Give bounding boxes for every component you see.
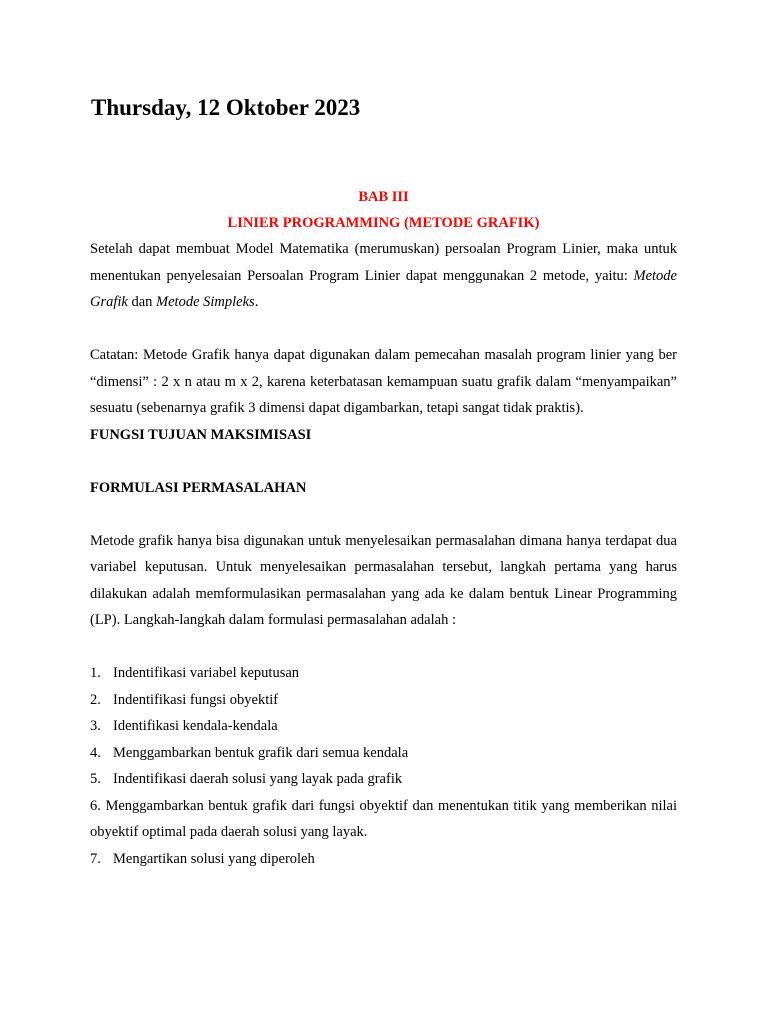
spacer bbox=[90, 501, 677, 528]
step-text: Identifikasi kendala-kendala bbox=[113, 718, 278, 734]
list-item bbox=[90, 713, 677, 740]
list-item bbox=[90, 740, 677, 767]
intro-paragraph bbox=[90, 236, 677, 316]
chapter-number: BAB III bbox=[358, 189, 409, 205]
intro-text: Setelah dapat membuat Model Matematika (merumuskan) persoalan Program Linier, maka untuk menentukan penyelesaian Persoalan Program Linier dapat menggunakan 2 metode, yaitu: bbox=[90, 241, 677, 284]
step-text: Indentifikasi daerah solusi yang layak pada grafik bbox=[113, 771, 403, 787]
method-simpleks: Metode Simpleks bbox=[156, 294, 255, 310]
step-text: Menggambarkan bentuk grafik dari semua kendala bbox=[113, 744, 409, 761]
document-date: Thursday, 12 Oktober 2023 bbox=[91, 95, 361, 120]
method-grafik: Metode Grafik bbox=[90, 267, 677, 310]
list-item bbox=[90, 846, 677, 873]
list-item bbox=[90, 660, 677, 687]
step-text: Mengartikan solusi yang diperoleh bbox=[113, 850, 315, 867]
step-number: 4. bbox=[90, 744, 101, 761]
document-body bbox=[90, 184, 677, 872]
chapter-title: LINIER PROGRAMMING (METODE GRAFIK) bbox=[227, 215, 540, 231]
step-number: 1. bbox=[90, 665, 101, 681]
step-text: Indentifikasi variabel keputusan bbox=[113, 665, 300, 681]
step-number: 3. bbox=[90, 718, 101, 734]
step-number: 5. bbox=[90, 771, 101, 787]
heading-formulasi: FORMULASI PERMASALAHAN bbox=[90, 479, 307, 496]
steps-list bbox=[90, 660, 677, 872]
list-item bbox=[90, 793, 677, 846]
step-number: 2. bbox=[90, 691, 101, 708]
formulasi-paragraph: Metode grafik hanya bisa digunakan untuk menyelesaikan permasalahan dimana hanya terdapat dua variabel keputusan. Untuk menyelesaikan permasalahan tersebut, langkah pertama yang harus dilakukan adalah memformulasikan permasalahan yang ada ke dalam bentuk Linear Programming (LP). Langkah-langkah dalam formulasi permasalahan adalah : bbox=[90, 532, 677, 628]
intro-connector: dan bbox=[127, 294, 157, 310]
step-number: 6. bbox=[90, 797, 101, 814]
intro-end: . bbox=[254, 294, 259, 310]
spacer bbox=[90, 634, 677, 661]
list-item bbox=[90, 766, 677, 793]
note-paragraph: Catatan: Metode Grafik hanya dapat digunakan dalam pemecahan masalah program linier yang ber “dimensi” : 2 x n atau m x 2, karena keterbatasan kemampuan suatu grafik dalam “menyampaikan” sesuatu (sebenarnya grafik 3 dimensi dapat digambarkan, tetapi sangat tidak praktis). bbox=[90, 347, 677, 416]
spacer bbox=[90, 316, 677, 343]
spacer bbox=[90, 448, 677, 475]
step-text: Indentifikasi fungsi obyektif bbox=[113, 691, 279, 708]
step-number: 7. bbox=[90, 850, 101, 867]
step-text: Menggambarkan bentuk grafik dari fungsi obyektif dan menentukan titik yang memberikan nilai obyektif optimal pada daerah solusi yang layak. bbox=[90, 797, 677, 840]
heading-fungsi-tujuan: FUNGSI TUJUAN MAKSIMISASI bbox=[90, 426, 312, 443]
list-item bbox=[90, 687, 677, 714]
